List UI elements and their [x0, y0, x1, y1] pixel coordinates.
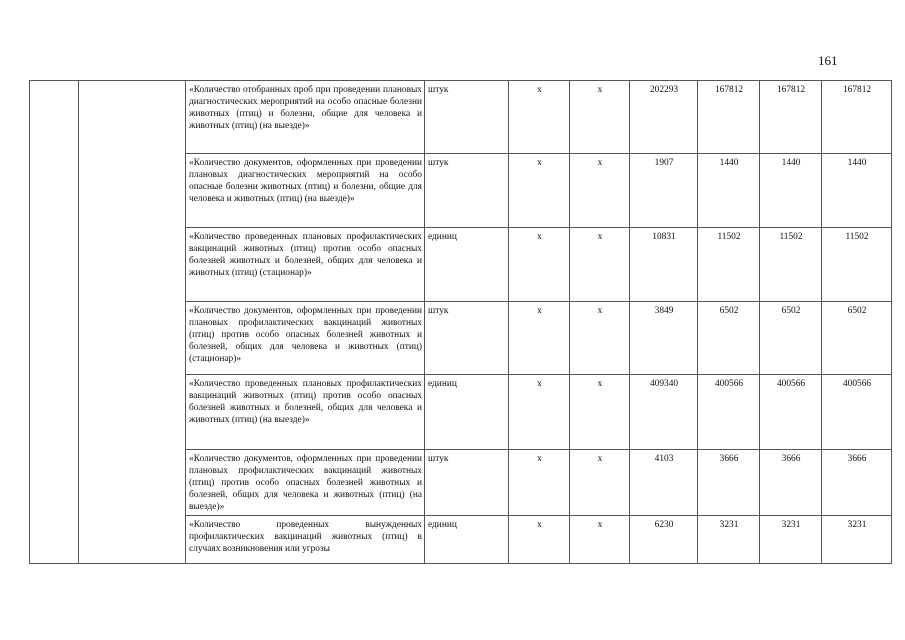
value-cell: 4103: [630, 450, 698, 516]
indicator-description: «Количество отобранных проб при проведении плановых диагностических мероприятий на особо опасные болезни животных (птиц) и болезни, общие для человека и животных (птиц) (на выезде)»: [186, 81, 425, 154]
value-cell: 3666: [760, 450, 822, 516]
table-row: [30, 81, 892, 154]
unit-cell: единиц: [425, 228, 509, 302]
value-cell: 1440: [698, 154, 760, 228]
x-cell: x: [509, 154, 570, 228]
value-cell: 6502: [760, 302, 822, 375]
x-cell: x: [509, 302, 570, 375]
value-cell: 11502: [822, 228, 892, 302]
empty-cell: [79, 81, 186, 564]
value-cell: 11502: [698, 228, 760, 302]
value-cell: 400566: [822, 375, 892, 450]
unit-cell: штук: [425, 154, 509, 228]
value-cell: 409340: [630, 375, 698, 450]
unit-cell: штук: [425, 450, 509, 516]
x-cell: x: [509, 516, 570, 564]
x-cell: x: [509, 81, 570, 154]
value-cell: 400566: [760, 375, 822, 450]
indicator-description: «Количество проведенных плановых профилактических вакцинаций животных (птиц) против особо опасных болезней животных и болезней, общих для человека и животных (птиц) (стационар)»: [186, 228, 425, 302]
value-cell: 202293: [630, 81, 698, 154]
value-cell: 6230: [630, 516, 698, 564]
indicator-description: «Количество документов, оформленных при проведении плановых диагностических мероприятий на особо опасные болезни животных (птиц) и болезни, общие для человека и животных (птиц) (на выезде)»: [186, 154, 425, 228]
x-cell: x: [570, 302, 630, 375]
x-cell: x: [570, 154, 630, 228]
value-cell: 3666: [822, 450, 892, 516]
value-cell: 1440: [760, 154, 822, 228]
x-cell: x: [570, 516, 630, 564]
value-cell: 11502: [760, 228, 822, 302]
value-cell: 3231: [698, 516, 760, 564]
value-cell: 400566: [698, 375, 760, 450]
x-cell: x: [570, 375, 630, 450]
value-cell: 3231: [760, 516, 822, 564]
indicator-description: «Количество документов, оформленных при проведении плановых профилактических вакцинаций животных (птиц) против особо опасных болезней животных и болезней, общих для человека и животных (птиц) (стационар)»: [186, 302, 425, 375]
empty-cell: [30, 81, 79, 564]
indicator-description: «Количество проведенных вынужденных профилактических вакцинаций животных (птиц) в случаях возникновения или угрозы: [186, 516, 425, 564]
page-number: 161: [818, 53, 838, 68]
x-cell: x: [570, 81, 630, 154]
indicator-description: «Количество документов, оформленных при проведении плановых профилактических вакцинаций животных (птиц) против особо опасных болезней животных и болезней, общих для человека и животных (птиц) (на выезде)»: [186, 450, 425, 516]
unit-cell: штук: [425, 302, 509, 375]
x-cell: x: [509, 228, 570, 302]
unit-cell: единиц: [425, 375, 509, 450]
value-cell: 10831: [630, 228, 698, 302]
value-cell: 3849: [630, 302, 698, 375]
value-cell: 6502: [698, 302, 760, 375]
unit-cell: штук: [425, 81, 509, 154]
indicator-table: [29, 80, 892, 564]
value-cell: 1440: [822, 154, 892, 228]
value-cell: 6502: [822, 302, 892, 375]
value-cell: 3231: [822, 516, 892, 564]
value-cell: 3666: [698, 450, 760, 516]
x-cell: x: [509, 375, 570, 450]
unit-cell: единиц: [425, 516, 509, 564]
x-cell: x: [570, 450, 630, 516]
indicator-description: «Количество проведенных плановых профилактических вакцинаций животных (птиц) против особо опасных болезней животных и болезней, общих для человека и животных (птиц) (на выезде)»: [186, 375, 425, 450]
x-cell: x: [509, 450, 570, 516]
value-cell: 167812: [760, 81, 822, 154]
value-cell: 167812: [698, 81, 760, 154]
x-cell: x: [570, 228, 630, 302]
value-cell: 167812: [822, 81, 892, 154]
value-cell: 1907: [630, 154, 698, 228]
